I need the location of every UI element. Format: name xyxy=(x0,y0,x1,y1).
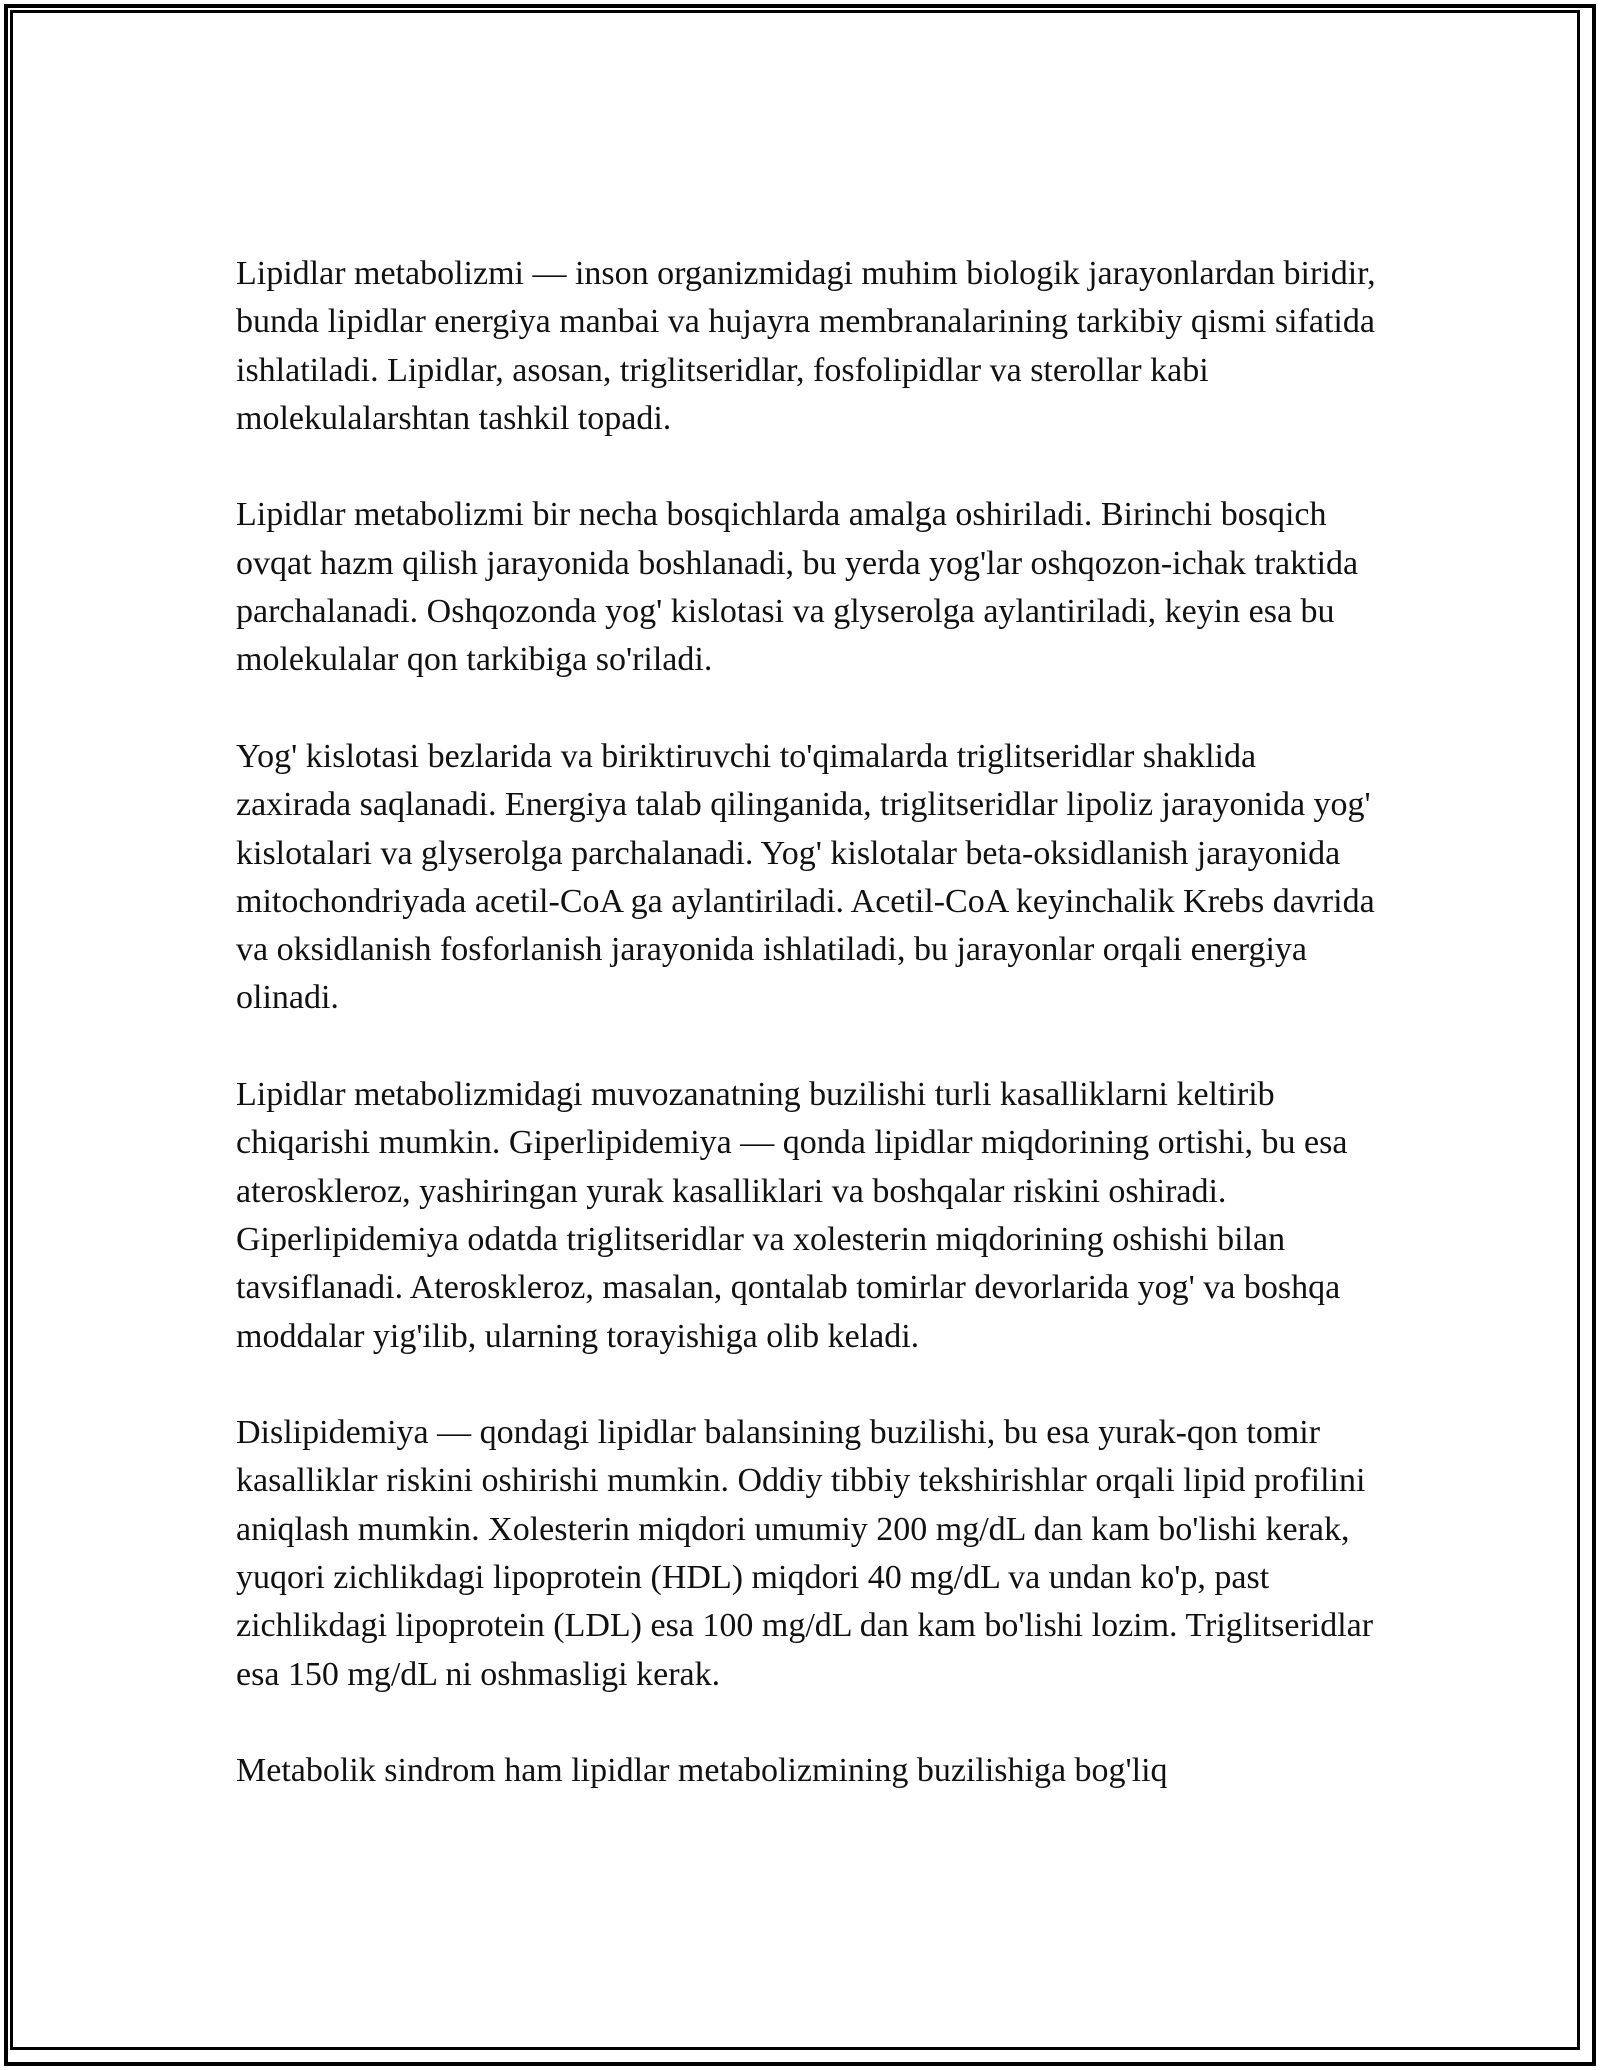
paragraph-2: Lipidlar metabolizmi bir necha bosqichlarda amalga oshiriladi. Birinchi bosqich ovqat hazm qilish jarayonida boshlanadi, bu yerda yog'lar oshqozon-ichak traktida parchalanadi. Oshqozonda yog' kislotasi va glyserolga aylantiriladi, keyin esa bu molekulalar qon tarkibiga so'riladi. xyxy=(236,496,1359,679)
paragraph-3: Yog' kislotasi bezlarida va biriktiruvchi to'qimalarda triglitseridlar shaklida zaxirada saqlanadi. Energiya talab qilinganida, triglitseridlar lipoliz jarayonida yog' kislotalari va glyserolga parchalanadi. Yog' kislotalar beta-oksidlanish jarayonida mitochondriyada acetil-CoA ga aylantiriladi. Acetil-CoA keyinchalik Krebs davrida va oksidlanish fosforlanish jarayonida ishlatiladi, bu jarayonlar orqali energiya olinadi. xyxy=(236,737,1375,1017)
paragraph-4: Lipidlar metabolizmidagi muvozanatning buzilishi turli kasalliklarni keltirib chiqarishi mumkin. Giperlipidemiya — qonda lipidlar miqdorining ortishi, bu esa ateroskleroz, yashiringan yurak kasalliklari va boshqalar riskini oshiradi. Giperlipidemiya odatda triglitseridlar va xolesterin miqdorining oshishi bilan tavsiflanadi. Ateroskleroz, masalan, qontalab tomirlar devorlarida yog' va boshqa moddalar yig'ilib, ularning torayishiga olib keladi. xyxy=(236,1076,1348,1355)
document-body xyxy=(236,250,1376,1844)
paragraph-5: Dislipidemiya — qondagi lipidlar balansining buzilishi, bu esa yurak-qon tomir kasalliklar riskini oshirishi mumkin. Oddiy tibbiy tekshirishlar orqali lipid profilini aniqlash mumkin. Xolesterin miqdori umumiy 200 mg/dL dan kam bo'lishi kerak, yuqori zichlikdagi lipoprotein (HDL) miqdori 40 mg/dL va undan ko'p, past zichlikdagi lipoprotein (LDL) esa 100 mg/dL dan kam bo'lishi lozim. Triglitseridlar esa 150 mg/dL ni oshmasligi kerak. xyxy=(236,1414,1374,1693)
paragraph-6: Metabolik sindrom ham lipidlar metabolizmining buzilishiga bog'liq xyxy=(236,1752,1168,1790)
paragraph-1: Lipidlar metabolizmi — inson organizmidagi muhim biologik jarayonlardan biridir, bunda lipidlar energiya manbai va hujayra membranalarining tarkibiy qismi sifatida ishlatiladi. Lipidlar, asosan, triglitseridlar, fosfolipidlar va sterollar kabi molekulalarshtan tashkil topadi. xyxy=(236,255,1376,437)
